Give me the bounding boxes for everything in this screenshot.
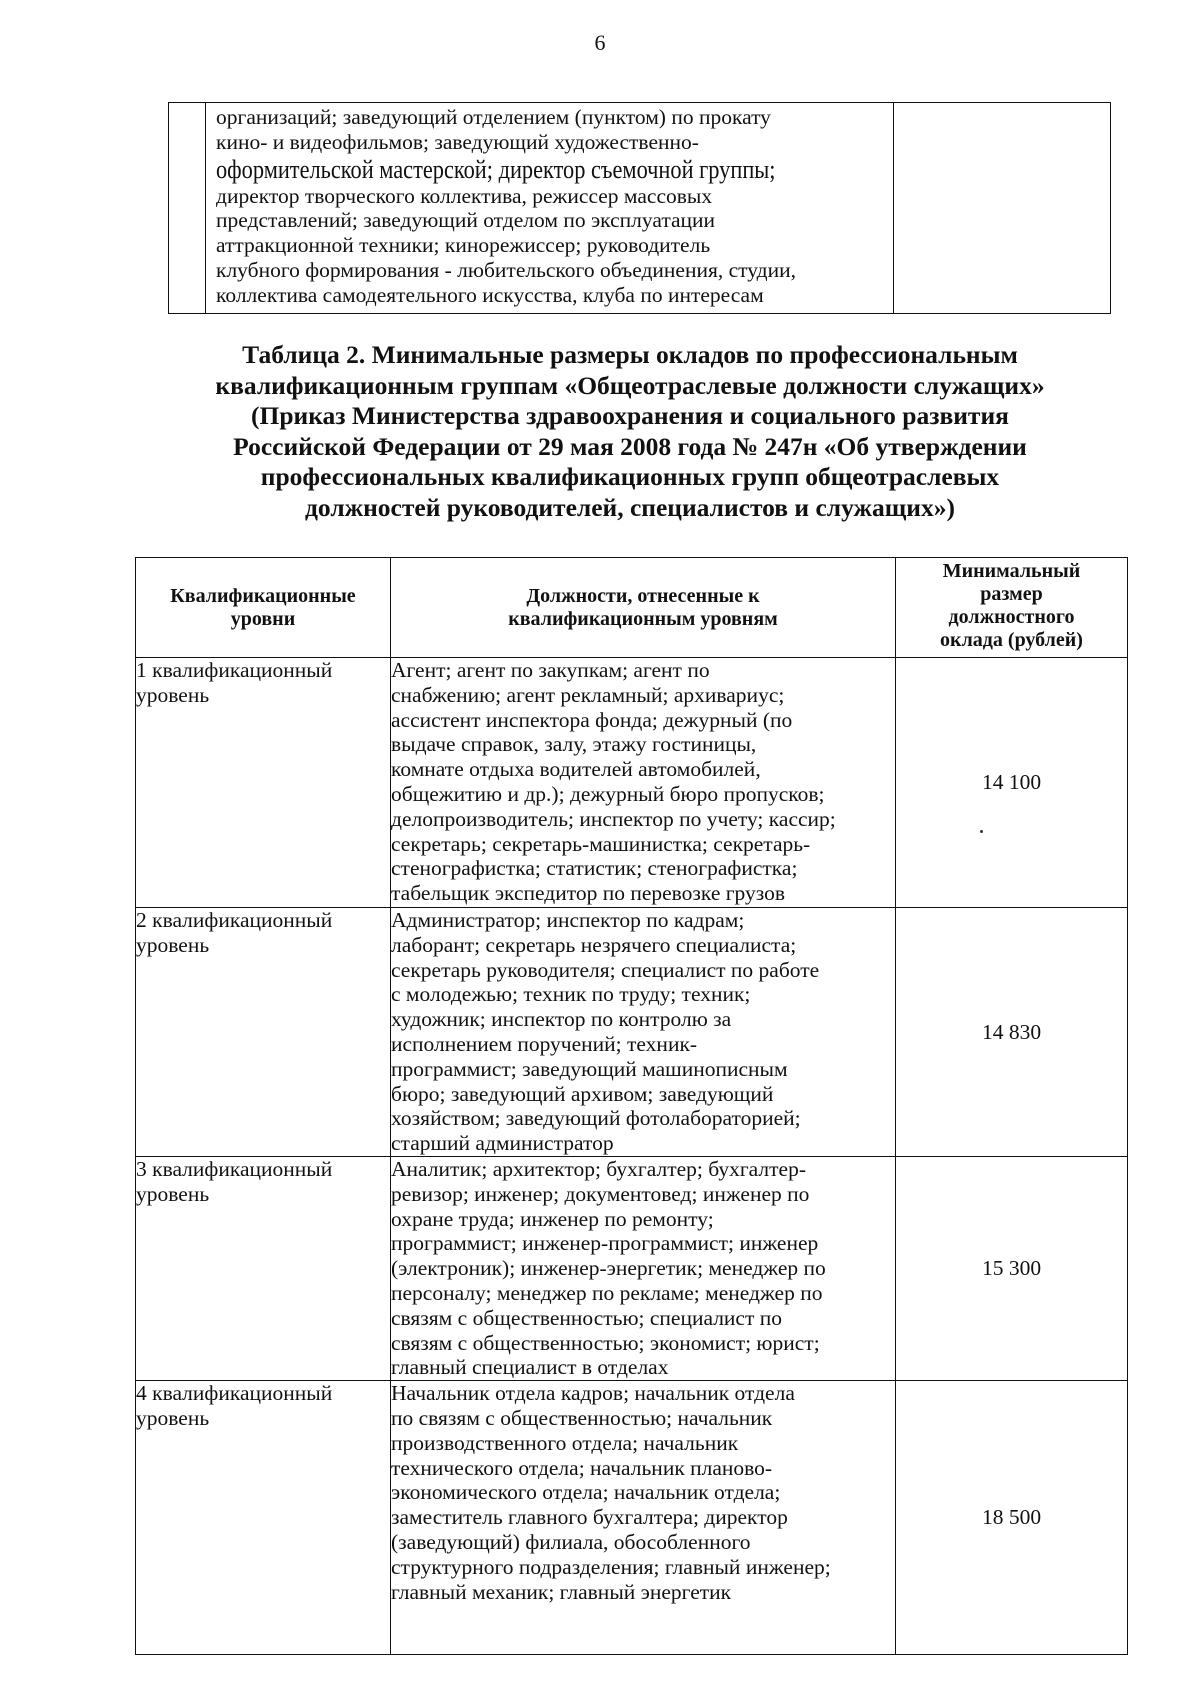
continuation-lines-after: директор творческого коллектива, режиссер массовых представлений; заведующий отделом по эксплуатации аттракционной техники; кинорежиссер; руководитель клубного формирования - любительского объединения, студии, коллектива самодеятельного искусства, клуба по интересам — [216, 183, 796, 307]
continuation-salary-cell — [894, 103, 1111, 314]
positions-cell: Начальник отдела кадров; начальник отдела по связям с общественностью; начальник производственного отдела; начальник технического отдела; начальник планово- экономического отдела; начальник отдела; заместитель главного бухгалтера; директор (заведующий) филиала, обособленного структурного подразделения; главный инженер; главный механик; главный энергетик — [391, 1381, 896, 1655]
continuation-lines-before: организаций; заведующий отделением (пунктом) по прокату кино- и видеофильмов; заведующий художественно- — [216, 105, 771, 154]
level-cell: 2 квалификационный уровень — [136, 908, 391, 1157]
continuation-row — [169, 103, 1111, 314]
table-row — [136, 1381, 1128, 1655]
positions-cell: Администратор; инспектор по кадрам; лаборант; секретарь незрячего специалиста; секретарь руководителя; специалист по работе с молодежью; техник по труду; техник; художник; инспектор по контролю за исполнением поручений; техник- программист; заведующий машинописным бюро; заведующий архивом; заведующий хозяйством; заведующий фотолабораторией; старший администратор — [391, 908, 896, 1157]
scan-speck — [980, 830, 983, 833]
salary-cell: 14 830 — [896, 908, 1128, 1157]
continuation-table — [168, 102, 1111, 314]
salary-table — [135, 557, 1128, 1655]
level-cell: 4 квалификационный уровень — [136, 1381, 391, 1655]
salary-cell: 14 100 — [896, 658, 1128, 908]
continuation-positions-cell — [206, 103, 894, 314]
level-cell: 3 квалификационный уровень — [136, 1157, 391, 1381]
positions-cell: Аналитик; архитектор; бухгалтер; бухгалтер- ревизор; инженер; документовед; инженер по охране труда; инженер по ремонту; программист; инженер-программист; инженер (электроник); инженер-энергетик; менеджер по персоналу; менеджер по рекламе; менеджер по связям с общественностью; специалист по связям с общественностью; экономист; юрист; главный специалист в отделах — [391, 1157, 896, 1381]
salary-cell: 15 300 — [896, 1157, 1128, 1381]
header-levels: Квалификационные уровни — [136, 558, 391, 658]
salary-cell: 18 500 — [896, 1381, 1128, 1655]
header-salary: Минимальный размер должностного оклада (рублей) — [896, 558, 1128, 658]
table-row — [136, 658, 1128, 908]
page-number: 6 — [594, 30, 606, 55]
table-header-row — [136, 558, 1128, 658]
header-positions: Должности, отнесенные к квалификационным уровням — [391, 558, 896, 658]
table-row — [136, 908, 1128, 1157]
continuation-index-cell — [169, 103, 206, 314]
table-heading: Таблица 2. Минимальные размеры окладов по профессиональным квалификационным группам «Общеотраслевые должности служащих» (Приказ Министерства здравоохранения и социального развития Российской Федерации от 29 мая 2008 года № 247н «Об утверждении профессиональных квалификационных групп общеотраслевых должностей руководителей, специалистов и служащих») — [215, 340, 1045, 522]
positions-cell: Агент; агент по закупкам; агент по снабжению; агент рекламный; архивариус; ассистент инспектора фонда; дежурный (по выдаче справок, залу, этажу гостиницы, комнате отдыха водителей автомобилей, общежитию и др.); дежурный бюро пропусков; делопроизводитель; инспектор по учету; кассир; секретарь; секретарь-машинистка; секретарь- стенографистка; статистик; стенографистка; табельщик экспедитор по перевозке грузов — [391, 658, 896, 908]
continuation-line-large: оформительской мастерской; директор съемочной группы; — [216, 154, 776, 184]
level-cell: 1 квалификационный уровень — [136, 658, 391, 908]
table-row — [136, 1157, 1128, 1381]
continuation-text — [206, 103, 893, 308]
